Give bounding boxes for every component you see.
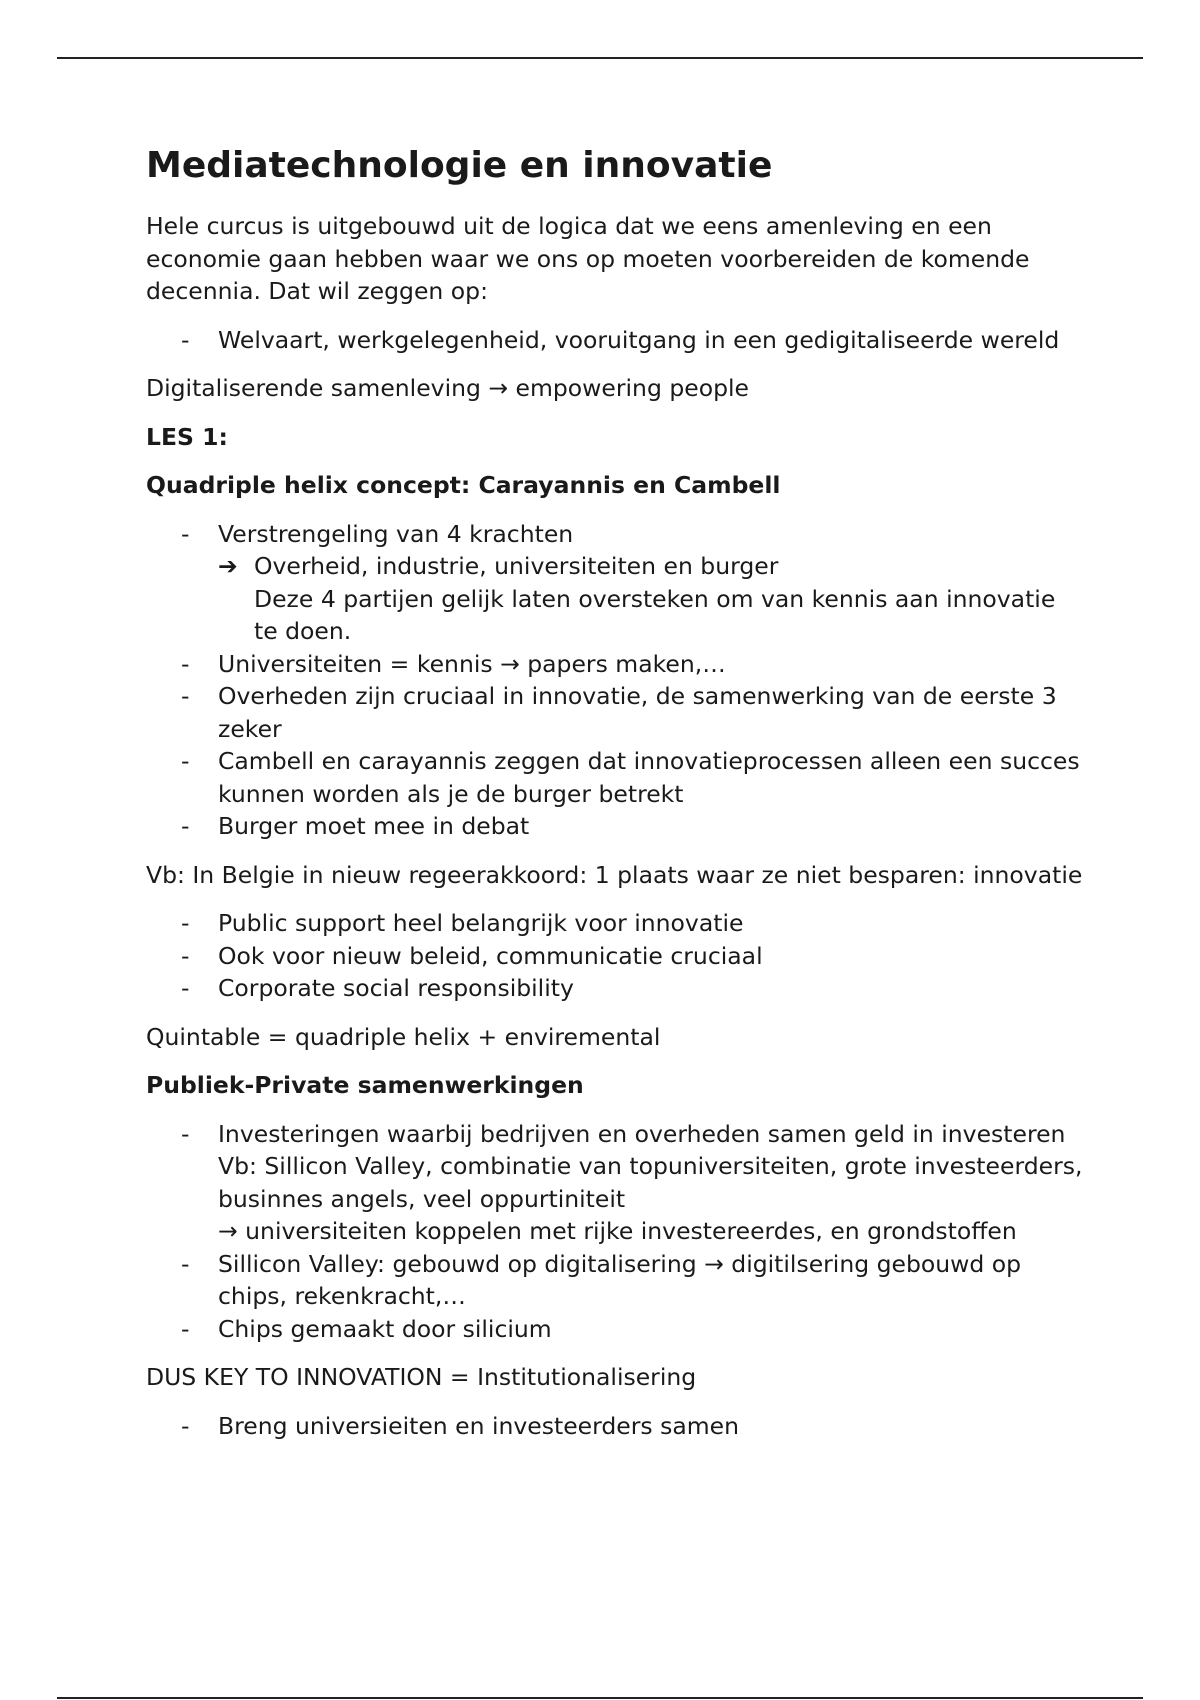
bullet-dash: - bbox=[181, 519, 190, 548]
arrow-icon: ➔ bbox=[218, 552, 238, 580]
list-item: - Public support heel belangrijk voor innovatie bbox=[146, 907, 1086, 940]
document-body bbox=[146, 140, 1086, 1458]
bullet-dash: - bbox=[181, 1314, 190, 1343]
list-item: - Sillicon Valley: gebouwd op digitalisering → digitilsering gebouwd op chips, rekenkracht,… bbox=[181, 1249, 1022, 1310]
list-item: - Universiteiten = kennis → papers maken,… bbox=[146, 648, 1086, 681]
key-list bbox=[146, 1410, 1086, 1443]
pps-list bbox=[146, 1118, 1086, 1346]
list-item: - Breng universieiten en investeerders samen bbox=[146, 1410, 1086, 1443]
bullet-dash: - bbox=[181, 909, 190, 937]
page-title: Mediatechnologie en innovatie bbox=[146, 145, 773, 186]
bullet-dash: - bbox=[181, 747, 190, 775]
bullet-dash: - bbox=[181, 941, 190, 970]
pps-heading: Publiek-Private samenwerkingen bbox=[146, 1071, 584, 1099]
belgie-list bbox=[146, 907, 1086, 1005]
belgie-line: Vb: In Belgie in nieuw regeerakkoord: 1 plaats waar ze niet besparen: innovatie bbox=[146, 860, 1083, 889]
quintable-line: Quintable = quadriple helix + enviremental bbox=[146, 1022, 661, 1051]
bullet-dash: - bbox=[181, 974, 190, 1002]
bottom-rule bbox=[57, 1697, 1143, 1699]
list-item: - Cambell en carayannis zeggen dat innovatieprocessen alleen een succes kunnen worden als je de burger betrekt bbox=[181, 747, 1080, 808]
sub-point: ➔ Overheid, industrie, universiteiten en burger Deze 4 partijen gelijk laten oversteken om van kennis aan innovatie te doen. bbox=[218, 552, 1056, 645]
bullet-dash: - bbox=[181, 649, 190, 678]
bullet-dash: - bbox=[181, 682, 190, 710]
digital-line: Digitaliserende samenleving → empowering people bbox=[146, 374, 749, 402]
bullet-dash: - bbox=[181, 325, 190, 354]
list-item: - Burger moet mee in debat bbox=[146, 810, 1086, 843]
intro-paragraph: Hele curcus is uitgebouwd uit de logica dat we eens amenleving en een economie gaan hebben waar we ons op moeten voorbereiden de komende decennia. Dat wil zeggen op: bbox=[146, 212, 1030, 305]
list-item: - Ook voor nieuw beleid, communicatie cruciaal bbox=[146, 940, 1086, 973]
top-rule bbox=[57, 57, 1143, 59]
key-line: DUS KEY TO INNOVATION = Institutionalisering bbox=[146, 1363, 697, 1391]
bullet-dash: - bbox=[181, 1249, 190, 1278]
list-item: - Investeringen waarbij bedrijven en overheden samen geld in investeren Vb: Sillicon Valley, combinatie van topuniversiteiten, grote investeerders, businnes angels, veel oppurtiniteit → universiteiten koppelen met rijke investereerdes, en grondstoffen bbox=[181, 1119, 1083, 1245]
list-item: - Welvaart, werkgelegenheid, vooruitgang in een gedigitaliseerde wereld bbox=[146, 324, 1086, 357]
list-item: - Verstrengeling van 4 krachten ➔ Overheid, industrie, universiteiten en burger Deze 4 partijen gelijk laten oversteken om van kennis aan innovatie te doen. bbox=[146, 518, 1086, 648]
les-heading: LES 1: bbox=[146, 422, 228, 451]
helix-heading: Quadriple helix concept: Carayannis en Cambell bbox=[146, 471, 781, 499]
bullet-dash: - bbox=[181, 812, 190, 840]
helix-list bbox=[146, 518, 1086, 843]
list-item: - Overheden zijn cruciaal in innovatie, de samenwerking van de eerste 3 zeker bbox=[181, 682, 1057, 743]
bullet-dash: - bbox=[181, 1411, 190, 1440]
list-item: - Corporate social responsibility bbox=[146, 972, 1086, 1005]
intro-list bbox=[146, 324, 1086, 357]
bullet-dash: - bbox=[181, 1119, 190, 1148]
list-item: - Chips gemaakt door silicium bbox=[146, 1313, 1086, 1346]
